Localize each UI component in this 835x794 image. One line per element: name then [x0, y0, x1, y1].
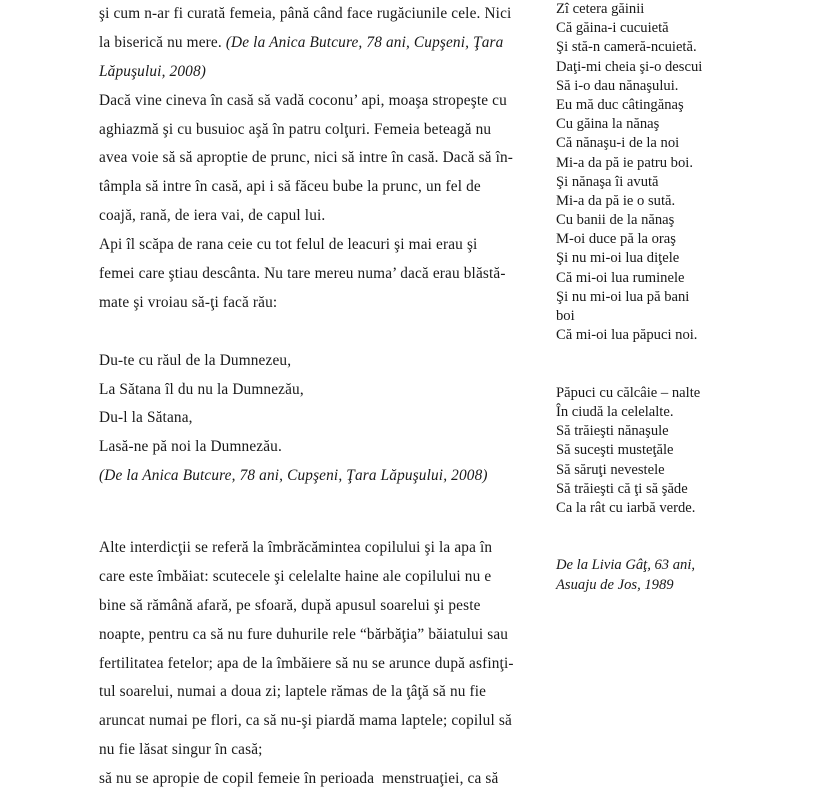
paragraph-spacer: [99, 520, 529, 534]
verse-line: Că găina-i cucuietă: [556, 20, 669, 37]
verse-line: Păpuci cu călcâie – nalte: [556, 384, 701, 401]
text-line: Dacă vine cineva în casă să vadă coconu’ api, moaşa stropeşte cu: [99, 91, 507, 109]
verse-line: Să trăieşti nănaşule: [556, 423, 669, 440]
verse-line: Că nănaşu-i de la noi: [556, 135, 680, 152]
text-line: fertilitatea fetelor; apa de la îmbăiere să nu se arunce după asfinţi-: [99, 654, 514, 672]
paragraph-block: [99, 534, 529, 794]
verse-line: Să suceşti musteţăle: [556, 442, 674, 459]
text-run-italic: (De la Anica Butcure, 78 ani, Cupşeni, Ţara: [225, 33, 504, 51]
stanza-spacer: [556, 365, 816, 384]
text-line: bine să rămână afară, pe sfoară, după apusul soarelui şi peste: [99, 596, 481, 614]
verse-stanza: [556, 0, 816, 345]
verse-line: Şi stă-n cameră-ncuietă.: [556, 39, 697, 56]
right-verse-column: [556, 0, 816, 595]
text-line: tâmpla să intre în casă, api i să făceu bube la prunc, un fel de: [99, 178, 481, 196]
verse-line: Şi nănaşa îi avută: [556, 173, 659, 190]
verse-block: [99, 347, 529, 491]
text-line: coajă, rană, de iera vai, de capul lui.: [99, 207, 326, 225]
attribution-line: (De la Anica Butcure, 78 ani, Cupşeni, Ţara Lăpuşului, 2008): [99, 467, 488, 485]
text-run-roman: la biserică nu mere.: [99, 33, 226, 51]
verse-attribution: [556, 556, 816, 594]
text-line: nu fie lăsat singur în casă;: [99, 741, 263, 759]
paragraph-spacer: [99, 491, 529, 520]
verse-line: Lasă-ne pă noi la Dumnezău.: [99, 438, 282, 456]
verse-line: Zî cetera găinii: [556, 1, 645, 17]
stanza-spacer: [556, 518, 816, 537]
stanza-spacer: [556, 537, 816, 556]
verse-line: Daţi-mi cheia şi-o descui: [556, 58, 703, 75]
attribution-line: Asuaju de Jos, 1989: [556, 576, 674, 593]
verse-line: Mi-a da pă ie patru boi.: [556, 154, 693, 171]
attribution-line: De la Livia Gâţ, 63 ani,: [556, 557, 696, 574]
verse-line: boi: [556, 308, 575, 324]
verse-line: Să i-o dau nănaşului.: [556, 77, 679, 94]
text-line: tul soarelui, numai a doua zi; laptele rămas de la ţâţă să nu fie: [99, 683, 487, 701]
verse-line: Du-l la Sătana,: [99, 409, 193, 427]
verse-line: Şi nu mi-oi lua pă bani: [556, 288, 690, 305]
text-line: aruncat numai pe flori, ca să nu-şi piardă mama laptele; copilul să: [99, 712, 512, 730]
verse-line: În ciudă la celelalte.: [556, 403, 674, 420]
verse-line: Ca la rât cu iarbă verde.: [556, 499, 696, 516]
text-line: care este îmbăiat: scutecele şi celelalte haine ale copilului nu e: [99, 567, 492, 585]
verse-line: Să săruţi nevestele: [556, 461, 665, 478]
text-line: mate şi vroiau să-ţi facă rău:: [99, 293, 278, 311]
paragraph-block: [99, 231, 529, 318]
verse-line: M-oi duce pă la oraş: [556, 231, 676, 248]
verse-line: Să trăieşti că ţi să şăde: [556, 480, 688, 497]
verse-line: Mi-a da pă ie o sută.: [556, 192, 676, 209]
text-line: [99, 29, 529, 58]
text-line: Alte interdicţii se referă la îmbrăcămintea copilului şi la apa în: [99, 539, 493, 557]
text-line: avea voie să să aproptie de prunc, nici să intre în casă. Dacă să în-: [99, 149, 514, 167]
text-line: aghiazmă şi cu busuioc aşă în patru colţuri. Femeia beteagă nu: [99, 120, 492, 138]
text-line: şi cum n-ar fi curată femeia, până când face rugăciunile cele. Nici: [99, 5, 512, 22]
verse-line: Cu găina la nănaş: [556, 116, 660, 133]
text-line: Api îl scăpa de rana ceie cu tot felul de leacuri şi mai erau şi: [99, 236, 478, 254]
text-line: să nu se apropie de copil femeie în perioada menstruaţiei, ca să: [99, 770, 499, 788]
text-line: noapte, pentru ca să nu fure duhurile rele “bărbăţia” băiatului sau: [99, 625, 509, 643]
verse-line: La Sătana îl du nu la Dumnezău,: [99, 380, 304, 398]
text-line: femei care ştiau descânta. Nu tare mereu numa’ dacă erau blăstă-: [99, 265, 506, 283]
paragraph-block: [99, 87, 529, 231]
verse-line: Că mi-oi lua ruminele: [556, 269, 685, 286]
verse-line: Că mi-oi lua păpuci noi.: [556, 327, 698, 344]
paragraph-spacer: [99, 318, 529, 347]
paragraph-block: [99, 0, 529, 87]
verse-stanza: [556, 384, 816, 518]
verse-line: Şi nu mi-oi lua diţele: [556, 250, 680, 267]
attribution-line: Lăpuşului, 2008): [99, 62, 206, 80]
stanza-spacer: [556, 345, 816, 364]
verse-line: Cu banii de la nănaş: [556, 212, 675, 229]
verse-line: Du-te cu răul de la Dumnezeu,: [99, 351, 292, 369]
verse-line: Eu mă duc câtingănaş: [556, 96, 684, 113]
